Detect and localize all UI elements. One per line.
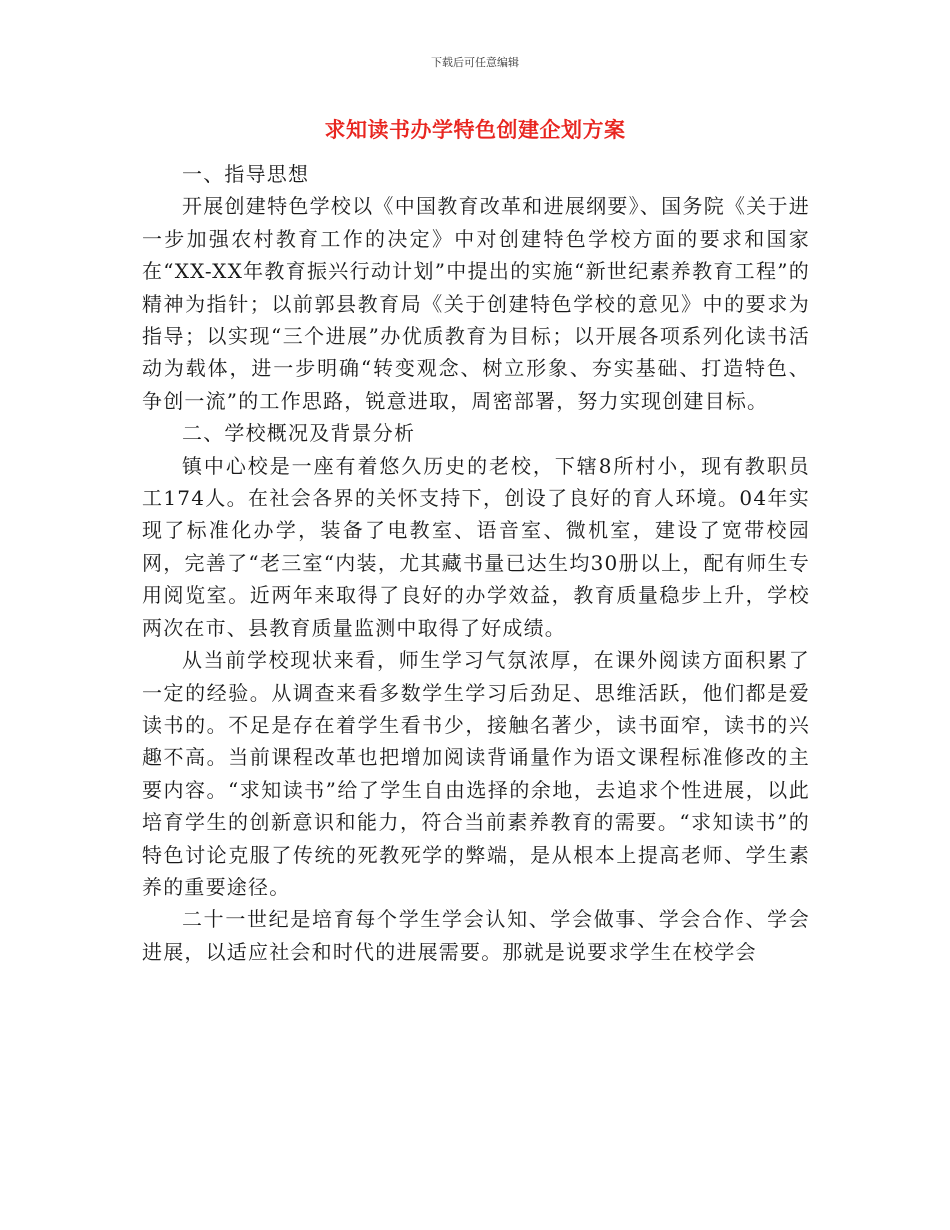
paragraph: 镇中心校是一座有着悠久历史的老校，下辖8所村小，现有教职员工174人。在社会各界的关怀支持下，创设了良好的育人环境。04年实现了标准化办学，装备了电教室、语音室、微机室，建设了宽带校园网，完善了“老三室“内装，尤其藏书量已达生均30册以上，配有师生专用阅览室。近两年来取得了良好的办学效益，教育质量稳步上升，学校两次在市、县教育质量监测中取得了好成绩。: [142, 453, 810, 640]
paragraph: 二十一世纪是培育每个学生学会认知、学会做事、学会合作、学会进展，以适应社会和时代的进展需要。那就是说要求学生在校学会: [142, 907, 810, 964]
paragraph: 从当前学校现状来看，师生学习气氛浓厚，在课外阅读方面积累了一定的经验。从调查来看多数学生学习后劲足、思维活跃，他们都是爱读书的。不足是存在着学生看书少，接触名著少，读书面窄，读书的兴趣不高。当前课程改革也把增加阅读背诵量作为语文课程标准修改的主要内容。“求知读书”给了学生自由选择的余地，去追求个性进展，以此培育学生的创新意识和能力，符合当前素养教育的需要。“求知读书”的特色讨论克服了传统的死教死学的弊端，是从根本上提高老师、学生素养的重要途径。: [142, 648, 810, 899]
document-body: [142, 158, 810, 968]
paragraph: 开展创建特色学校以《中国教育改革和进展纲要》、国务院《关于进一步加强农村教育工作的决定》中对创建特色学校方面的要求和国家在“XX-XX年教育振兴行动计划”中提出的实施“新世纪素养教育工程”的精神为指针；以前郭县教育局《关于创建特色学校的意见》中的要求为指导；以实现“三个进展”办优质教育为目标；以开展各项系列化读书活动为载体，进一步明确“转变观念、树立形象、夯实基础、打造特色、争创一流”的工作思路，锐意进取，周密部署，努力实现创建目标。: [142, 194, 810, 413]
section-heading: 二、学校概况及背景分析: [182, 421, 416, 446]
header-note: 下载后可任意编辑: [431, 56, 519, 69]
document-title: 求知读书办学特色创建企划方案: [324, 117, 626, 142]
section-heading: 一、指导思想: [182, 162, 310, 186]
